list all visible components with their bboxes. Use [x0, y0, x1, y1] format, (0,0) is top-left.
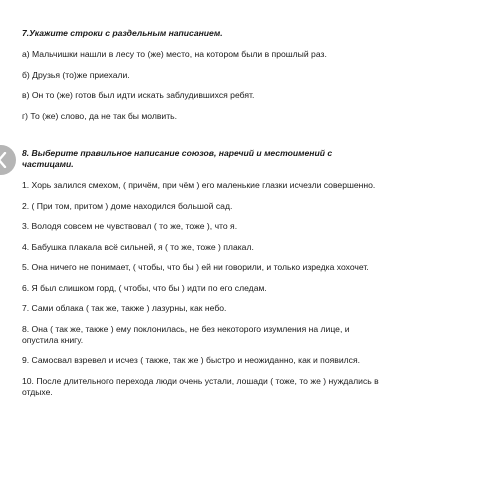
section-8-item-5: 5. Она ничего не понимает, ( чтобы, что бы ) ей ни говорили, и только изредка хохочет.: [22, 262, 369, 272]
section-7-item-b: б) Друзья (то)же приехали.: [22, 70, 130, 80]
section-8-item-3: 3. Володя совсем не чувствовал ( то же, тоже ), что я.: [22, 221, 238, 231]
section-8-item-8-continued: опустила книгу.: [22, 335, 84, 345]
section-8-item-7: 7. Сами облака ( так же, также ) лазурны, как небо.: [22, 303, 227, 313]
chevron-left-icon: [0, 152, 7, 168]
section-8-item-9: 9. Самосвал взревел и исчез ( также, так же ) быстро и неожиданно, как и появился.: [22, 355, 360, 365]
section-7-item-c: в) Он то (же) готов был идти искать заблудившихся ребят.: [22, 90, 255, 100]
section-8-item-10-continued: отдыхе.: [22, 387, 53, 397]
section-8-heading-line-1: 8. Выберите правильное написание союзов, наречий и местоимений с: [22, 148, 333, 158]
section-7-item-d: г) То (же) слово, да не так бы молвить.: [22, 111, 178, 121]
section-8-item-1: 1. Хорь залился смехом, ( причём, при чём ) его маленькие глазки исчезли совершенно.: [22, 180, 376, 190]
section-8-item-10: 10. После длительного перехода люди очень устали, лошади ( тоже, то же ) нуждались в: [22, 376, 379, 386]
document-page: [22, 0, 462, 480]
section-8-item-4: 4. Бабушка плакала всё сильней, я ( то же, тоже ) плакал.: [22, 242, 254, 252]
section-7-heading: 7.Укажите строки с раздельным написанием.: [22, 28, 223, 38]
section-8-heading-line-2: частицами.: [22, 159, 74, 169]
section-8-item-2: 2. ( При том, притом ) доме находился большой сад.: [22, 201, 233, 211]
section-8-item-6: 6. Я был слишком горд, ( чтобы, что бы ) идти по его следам.: [22, 283, 267, 293]
section-8-item-8: 8. Она ( так же, также ) ему поклонилась, не без некоторого изумления на лице, и: [22, 324, 350, 334]
section-7-item-a: а) Мальчишки нашли в лесу то (же) место, на котором были в прошлый раз.: [22, 49, 327, 59]
previous-page-button[interactable]: [0, 145, 16, 175]
